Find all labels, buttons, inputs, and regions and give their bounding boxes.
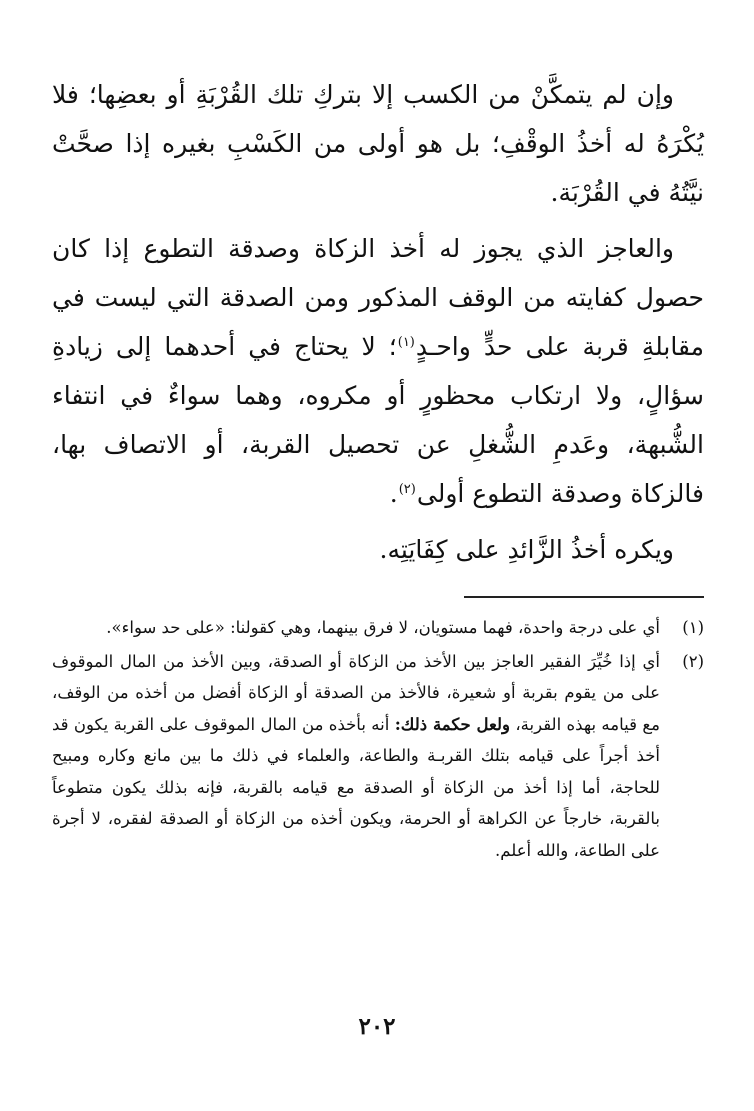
footnote-1: [52, 612, 704, 644]
page-number: ٢٠٢: [358, 1013, 396, 1040]
footnote-ref-2[interactable]: (٢): [398, 481, 416, 497]
paragraph-zakat-part-b: ؛ لا يحتاج في أحدهما إلى زيادةِ سؤالٍ، ولا ارتكاب محظورٍ أو مكروه، وهما سواءٌ في انتفاء الشُّبهة، وعَدمِ الشُّغلِ عن تحصيل القربة، أو الاتصاف بها، فالزكاة وصدقة التطوع أولى: [52, 332, 704, 508]
page-body: [52, 70, 704, 868]
paragraph-waqf: وإن لم يتمكَّنْ من الكسب إلا بتركِ تلك القُرْبَةِ أو بعضِها؛ فلا يُكْرَهُ له أخذُ الوقْفِ؛ بل هو أولى من الكَسْبِ بغيره إذا صحَّتْ نيَّتُهُ في القُرْبَة.: [52, 80, 704, 207]
footnote-ref-1[interactable]: (١): [397, 334, 415, 350]
footnote-bold-phrase: ولعل حكمة ذلك:: [394, 714, 510, 734]
footnote-number: (١): [682, 618, 704, 637]
footnote-text: أي على درجة واحدة، فهما مستويان، لا فرق بينهما، وهي كقولنا: «على حد سواء».: [106, 618, 660, 637]
footnote-number: (٢): [682, 651, 704, 671]
footnote-text-part-a: أي إذا خُيِّرَ الفقير العاجز بين الأخذ من الزكاة أو الصدقة، وبين الأخذ من المال الموقوف على من يقوم بقربة أو شعيرة، فالأخذ من الصدقة أو الزكاة أفضل من أخذه من الوقف، مع قيامه بهذه القربة،: [52, 651, 660, 734]
paragraph-excess: ويكره أخذُ الزَّائدِ على كِفَايَتِه.: [379, 535, 674, 564]
footnote-2: [52, 646, 704, 867]
paragraph-zakat-part-c: .: [389, 479, 398, 508]
footnote-divider: [464, 596, 704, 598]
paragraph-zakat: [52, 224, 704, 518]
paragraph-zakat-part-a: والعاجز الذي يجوز له أخذ الزكاة وصدقة التطوع إذا كان حصول كفايته من الوقف المذكور ومن الصدقة التي ليست في مقابلةِ قربة على حدٍّ واحـدٍ: [52, 234, 704, 361]
footnote-text-part-b: أنه بأخذه من المال الموقوف على القربة يكون قد أخذ أجراً على قيامه بتلك القربـة والطاعة، والعلماء في ذلك ما بين مانع وكاره ومبيح للحاجة، أما إذا أخذ من الزكاة أو الصدقة مع قيامه بالقربة، فإنه بذلك يكون متطوعاً بالقربة، خارجاً عن الكراهة أو الحرمة، ويكون أخذه من الزكاة أو الصدقة لفقره، لا أجرة على الطاعة، والله أعلم.: [52, 714, 660, 860]
